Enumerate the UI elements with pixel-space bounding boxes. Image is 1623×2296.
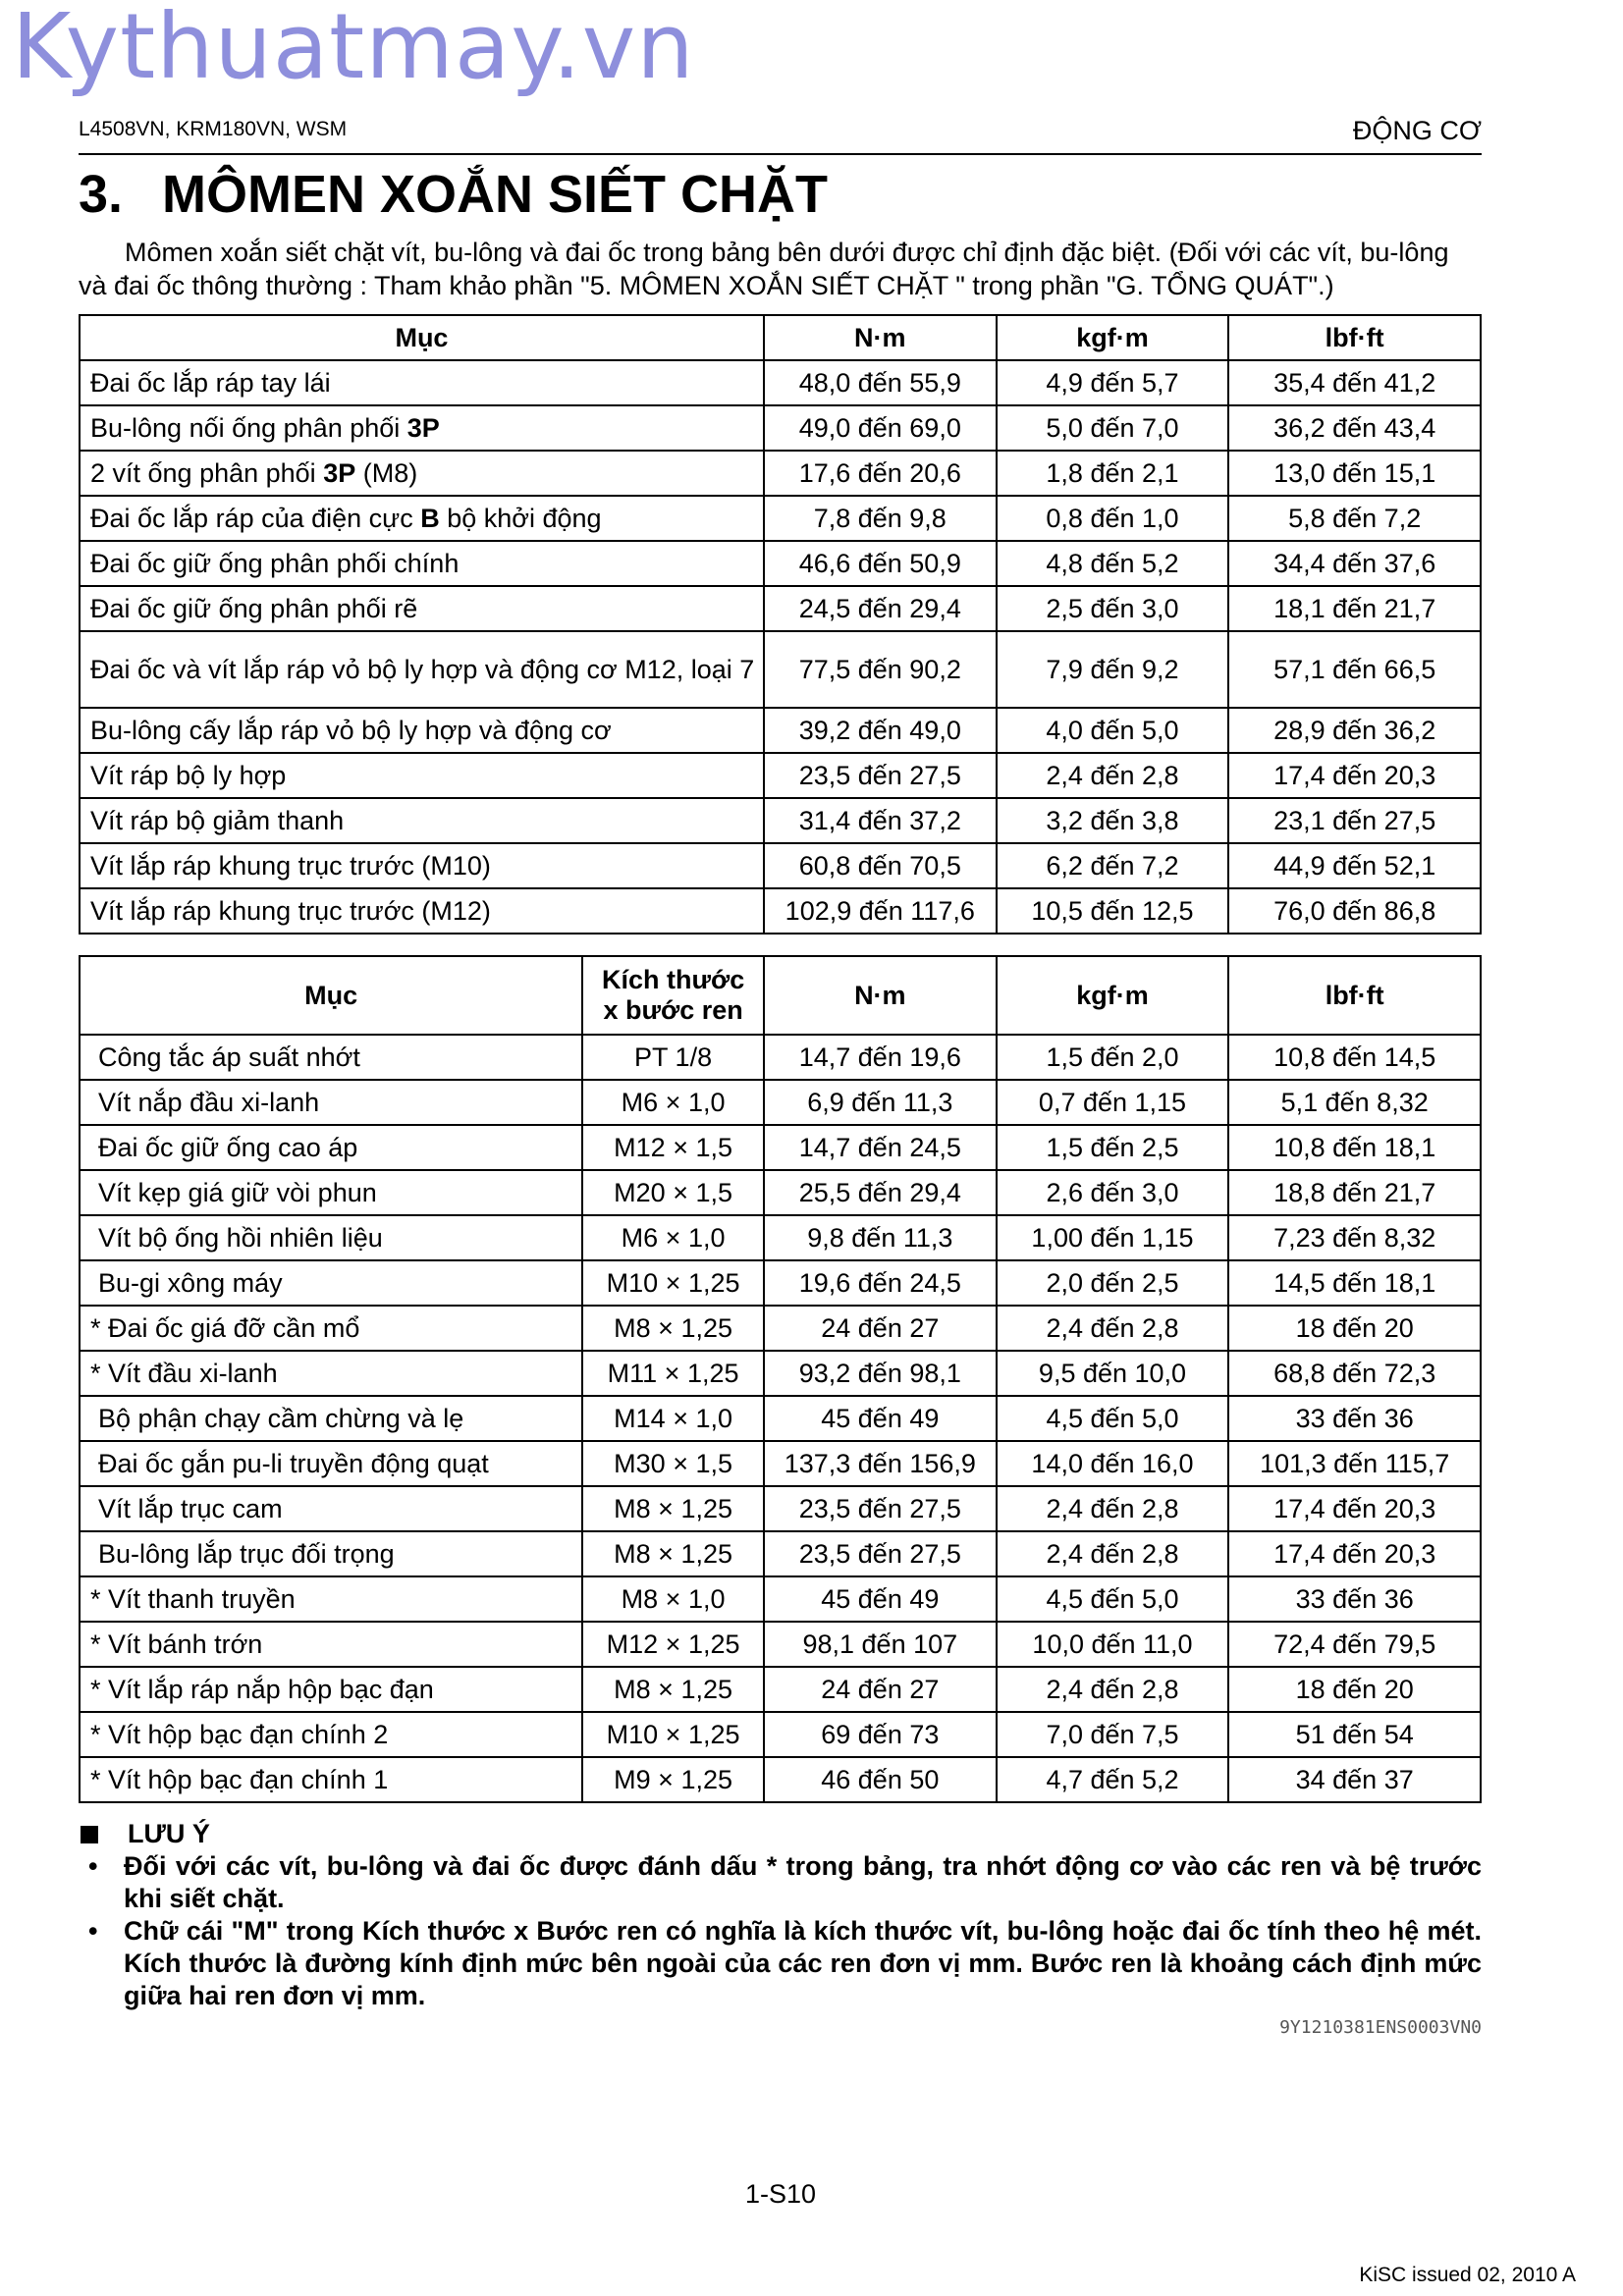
kgfm-cell: 1,00 đến 1,15 — [997, 1215, 1229, 1260]
size-cell: M12 × 1,25 — [582, 1622, 764, 1667]
column-header-kgfm: kgf·m — [997, 956, 1229, 1035]
nm-cell: 46 đến 50 — [764, 1757, 997, 1802]
size-cell: M11 × 1,25 — [582, 1351, 764, 1396]
item-cell: * Vít lắp ráp nắp hộp bạc đạn — [80, 1667, 582, 1712]
item-cell — [80, 753, 764, 798]
kgfm-cell: 3,2 đến 3,8 — [997, 798, 1229, 843]
nm-cell: 17,6 đến 20,6 — [764, 451, 997, 496]
kgfm-cell: 9,5 đến 10,0 — [997, 1351, 1229, 1396]
note-title: LƯU Ý — [128, 1819, 210, 1848]
lbfft-cell: 17,4 đến 20,3 — [1228, 1531, 1481, 1576]
torque-table-engine — [79, 955, 1482, 1803]
item-cell: * Đai ốc giá đỡ cần mổ — [80, 1306, 582, 1351]
note-item — [79, 1850, 1482, 1915]
nm-cell: 137,3 đến 156,9 — [764, 1441, 997, 1486]
table-row — [80, 708, 1481, 753]
item-text: Đai ốc và vít lắp ráp vỏ bộ ly hợp và động cơ M12, loại 7 — [90, 654, 755, 684]
kgfm-cell: 4,8 đến 5,2 — [997, 541, 1229, 586]
item-bold-text: 3P — [406, 412, 440, 443]
lbfft-cell: 18 đến 20 — [1228, 1667, 1481, 1712]
lbfft-cell: 28,9 đến 36,2 — [1228, 708, 1481, 753]
column-header-nm: N·m — [764, 956, 997, 1035]
lbfft-cell: 33 đến 36 — [1228, 1396, 1481, 1441]
size-cell: M8 × 1,25 — [582, 1531, 764, 1576]
nm-cell: 25,5 đến 29,4 — [764, 1170, 997, 1215]
note-heading — [79, 1818, 1482, 1850]
nm-cell: 23,5 đến 27,5 — [764, 1486, 997, 1531]
page-number: 1-S10 — [744, 2179, 817, 2209]
header-chapter: ĐỘNG CƠ — [1352, 116, 1482, 145]
nm-cell: 60,8 đến 70,5 — [764, 843, 997, 888]
table-row — [80, 586, 1481, 631]
item-cell: * Vít đầu xi-lanh — [80, 1351, 582, 1396]
lbfft-cell: 7,23 đến 8,32 — [1228, 1215, 1481, 1260]
lbfft-cell: 34 đến 37 — [1228, 1757, 1481, 1802]
kgfm-cell: 10,0 đến 11,0 — [997, 1622, 1229, 1667]
kgfm-cell: 0,7 đến 1,15 — [997, 1080, 1229, 1125]
section-title-text: MÔMEN XOẮN SIẾT CHẶT — [162, 165, 829, 224]
lbfft-cell: 36,2 đến 43,4 — [1228, 405, 1481, 451]
table-row — [80, 753, 1481, 798]
kgfm-cell: 2,4 đến 2,8 — [997, 753, 1229, 798]
item-text: Đai ốc giữ ống phân phối rẽ — [90, 593, 418, 623]
size-cell: M14 × 1,0 — [582, 1396, 764, 1441]
nm-cell: 19,6 đến 24,5 — [764, 1260, 997, 1306]
item-cell: Vít kẹp giá giữ vòi phun — [80, 1170, 582, 1215]
size-header-line1: Kích thước — [601, 965, 745, 994]
item-cell: Vít bộ ống hồi nhiên liệu — [80, 1215, 582, 1260]
kgfm-cell: 1,8 đến 2,1 — [997, 451, 1229, 496]
kgfm-cell: 2,5 đến 3,0 — [997, 586, 1229, 631]
table-row — [80, 1441, 1481, 1486]
item-cell — [80, 360, 764, 405]
lbfft-cell: 33 đến 36 — [1228, 1576, 1481, 1622]
item-text: Vít ráp bộ ly hợp — [90, 760, 287, 790]
size-cell: M6 × 1,0 — [582, 1215, 764, 1260]
item-cell: Công tắc áp suất nhớt — [80, 1035, 582, 1080]
lbfft-cell: 72,4 đến 79,5 — [1228, 1622, 1481, 1667]
table-row — [80, 1170, 1481, 1215]
column-header-lbfft: lbf·ft — [1228, 315, 1481, 360]
table-row — [80, 451, 1481, 496]
table-row — [80, 496, 1481, 541]
kgfm-cell: 6,2 đến 7,2 — [997, 843, 1229, 888]
nm-cell: 48,0 đến 55,9 — [764, 360, 997, 405]
lbfft-cell: 68,8 đến 72,3 — [1228, 1351, 1481, 1396]
section-number: 3. — [79, 165, 124, 224]
table-row — [80, 888, 1481, 934]
torque-table-special — [79, 314, 1482, 934]
table-row — [80, 631, 1481, 708]
note-item — [79, 1915, 1482, 2012]
lbfft-cell: 35,4 đến 41,2 — [1228, 360, 1481, 405]
table-header-row — [80, 956, 1481, 1035]
kgfm-cell: 2,4 đến 2,8 — [997, 1667, 1229, 1712]
table-row — [80, 1260, 1481, 1306]
table-row — [80, 843, 1481, 888]
item-text: Đai ốc giữ ống phân phối chính — [90, 548, 460, 578]
item-cell — [80, 586, 764, 631]
item-cell: * Vít hộp bạc đạn chính 2 — [80, 1712, 582, 1757]
size-cell: M8 × 1,25 — [582, 1306, 764, 1351]
table-row — [80, 1667, 1481, 1712]
kgfm-cell: 5,0 đến 7,0 — [997, 405, 1229, 451]
nm-cell: 49,0 đến 69,0 — [764, 405, 997, 451]
kgfm-cell: 2,4 đến 2,8 — [997, 1306, 1229, 1351]
kgfm-cell: 7,9 đến 9,2 — [997, 631, 1229, 708]
lbfft-cell: 18,1 đến 21,7 — [1228, 586, 1481, 631]
lbfft-cell: 17,4 đến 20,3 — [1228, 753, 1481, 798]
size-cell: M10 × 1,25 — [582, 1260, 764, 1306]
kgfm-cell: 0,8 đến 1,0 — [997, 496, 1229, 541]
table-row — [80, 1712, 1481, 1757]
nm-cell: 14,7 đến 24,5 — [764, 1125, 997, 1170]
item-cell: Vít lắp trục cam — [80, 1486, 582, 1531]
nm-cell: 98,1 đến 107 — [764, 1622, 997, 1667]
item-cell: Bộ phận chạy cầm chừng và lẹ — [80, 1396, 582, 1441]
lbfft-cell: 13,0 đến 15,1 — [1228, 451, 1481, 496]
item-text: 2 vít ống phân phối — [90, 457, 324, 488]
item-cell — [80, 451, 764, 496]
size-cell: M6 × 1,0 — [582, 1080, 764, 1125]
footer-issue: KiSC issued 02, 2010 A — [1359, 2264, 1576, 2286]
kgfm-cell: 2,4 đến 2,8 — [997, 1486, 1229, 1531]
lbfft-cell: 76,0 đến 86,8 — [1228, 888, 1481, 934]
item-cell: Bu-lông lắp trục đối trọng — [80, 1531, 582, 1576]
item-text: Vít lắp ráp khung trục trước (M10) — [90, 850, 491, 881]
item-cell: * Vít hộp bạc đạn chính 1 — [80, 1757, 582, 1802]
lbfft-cell: 10,8 đến 14,5 — [1228, 1035, 1481, 1080]
item-text: Vít lắp ráp khung trục trước (M12) — [90, 895, 491, 926]
item-text: Bu-lông nối ống phân phối — [90, 412, 407, 443]
nm-cell: 9,8 đến 11,3 — [764, 1215, 997, 1260]
table-row — [80, 798, 1481, 843]
item-cell: Vít nắp đầu xi-lanh — [80, 1080, 582, 1125]
nm-cell: 31,4 đến 37,2 — [764, 798, 997, 843]
nm-cell: 39,2 đến 49,0 — [764, 708, 997, 753]
kgfm-cell: 1,5 đến 2,5 — [997, 1125, 1229, 1170]
table-row — [80, 1125, 1481, 1170]
size-cell: M8 × 1,25 — [582, 1667, 764, 1712]
item-cell: Đai ốc giữ ống cao áp — [80, 1125, 582, 1170]
size-cell: M30 × 1,5 — [582, 1441, 764, 1486]
kgfm-cell: 14,0 đến 16,0 — [997, 1441, 1229, 1486]
lbfft-cell: 57,1 đến 66,5 — [1228, 631, 1481, 708]
size-cell: M10 × 1,25 — [582, 1712, 764, 1757]
item-text: Bu-lông cấy lắp ráp vỏ bộ ly hợp và động cơ — [90, 715, 612, 745]
item-text-suffix: bộ khởi động — [439, 503, 602, 533]
bullet-icon: • — [88, 1851, 98, 1881]
nm-cell: 93,2 đến 98,1 — [764, 1351, 997, 1396]
lbfft-cell: 10,8 đến 18,1 — [1228, 1125, 1481, 1170]
item-cell — [80, 798, 764, 843]
nm-cell: 24 đến 27 — [764, 1667, 997, 1712]
item-text: Đai ốc lắp ráp của điện cực — [90, 503, 421, 533]
item-cell: Đai ốc gắn pu-li truyền động quạt — [80, 1441, 582, 1486]
kgfm-cell: 7,0 đến 7,5 — [997, 1712, 1229, 1757]
header-model-list: L4508VN, KRM180VN, WSM — [79, 118, 348, 140]
table-row — [80, 1351, 1481, 1396]
intro-text: Mômen xoắn siết chặt vít, bu-lông và đai ốc trong bảng bên dưới được chỉ định đặc biệt. (Đối với các vít, bu-lông và đai ốc thông thường : Tham khảo phần "5. MÔMEN XOẮN SIẾT CHẶT " trong phần "G. TỔNG QUÁT".) — [79, 238, 1449, 300]
lbfft-cell: 17,4 đến 20,3 — [1228, 1486, 1481, 1531]
nm-cell: 14,7 đến 19,6 — [764, 1035, 997, 1080]
table-row — [80, 405, 1481, 451]
column-header-item: Mục — [80, 956, 582, 1035]
note-item-text: Chữ cái "M" trong Kích thước x Bước ren có nghĩa là kích thước vít, bu-lông hoặc đai ốc tính theo hệ mét. Kích thước là đường kính định mức bên ngoài của các ren đơn vị mm. Bước ren là khoảng cách định mức giữa hai ren đơn vị mm. — [124, 1916, 1482, 2010]
intro-paragraph — [79, 236, 1482, 302]
nm-cell: 45 đến 49 — [764, 1396, 997, 1441]
nm-cell: 24 đến 27 — [764, 1306, 997, 1351]
table-row — [80, 1396, 1481, 1441]
square-bullet-icon — [81, 1826, 98, 1843]
item-text: Vít ráp bộ giảm thanh — [90, 805, 345, 835]
item-bold-text: B — [420, 503, 440, 533]
nm-cell: 69 đến 73 — [764, 1712, 997, 1757]
section-title — [79, 163, 828, 227]
column-header-nm: N·m — [764, 315, 997, 360]
column-header-size-pitch — [582, 956, 764, 1035]
table-row — [80, 1622, 1481, 1667]
item-cell — [80, 888, 764, 934]
column-header-item: Mục — [80, 315, 764, 360]
item-cell — [80, 631, 764, 708]
lbfft-cell: 34,4 đến 37,6 — [1228, 541, 1481, 586]
bullet-icon: • — [88, 1916, 98, 1946]
table-row — [80, 1080, 1481, 1125]
kgfm-cell: 4,7 đến 5,2 — [997, 1757, 1229, 1802]
table-row — [80, 1035, 1481, 1080]
size-cell: PT 1/8 — [582, 1035, 764, 1080]
document-code: 9Y1210381ENS0003VN0 — [1279, 2017, 1482, 2038]
lbfft-cell: 44,9 đến 52,1 — [1228, 843, 1481, 888]
table-row — [80, 1757, 1481, 1802]
kgfm-cell: 2,4 đến 2,8 — [997, 1531, 1229, 1576]
table-row — [80, 1531, 1481, 1576]
column-header-lbfft: lbf·ft — [1228, 956, 1481, 1035]
size-header-line2: x bước ren — [603, 995, 743, 1025]
table-row — [80, 1306, 1481, 1351]
table-row — [80, 1486, 1481, 1531]
lbfft-cell: 14,5 đến 18,1 — [1228, 1260, 1481, 1306]
size-cell: M9 × 1,25 — [582, 1757, 764, 1802]
kgfm-cell: 2,6 đến 3,0 — [997, 1170, 1229, 1215]
item-text-suffix: (M8) — [355, 457, 418, 488]
item-cell — [80, 843, 764, 888]
nm-cell: 102,9 đến 117,6 — [764, 888, 997, 934]
lbfft-cell: 101,3 đến 115,7 — [1228, 1441, 1481, 1486]
table-row — [80, 1215, 1481, 1260]
lbfft-cell: 23,1 đến 27,5 — [1228, 798, 1481, 843]
item-text: Đai ốc lắp ráp tay lái — [90, 367, 331, 398]
kgfm-cell: 4,9 đến 5,7 — [997, 360, 1229, 405]
item-bold-text: 3P — [323, 457, 356, 488]
item-cell: * Vít thanh truyền — [80, 1576, 582, 1622]
kgfm-cell: 1,5 đến 2,0 — [997, 1035, 1229, 1080]
lbfft-cell: 18 đến 20 — [1228, 1306, 1481, 1351]
column-header-kgfm: kgf·m — [997, 315, 1229, 360]
note-block — [79, 1818, 1482, 2012]
size-cell: M8 × 1,25 — [582, 1486, 764, 1531]
nm-cell: 23,5 đến 27,5 — [764, 753, 997, 798]
size-cell: M20 × 1,5 — [582, 1170, 764, 1215]
nm-cell: 23,5 đến 27,5 — [764, 1531, 997, 1576]
header-divider — [79, 153, 1482, 155]
nm-cell: 7,8 đến 9,8 — [764, 496, 997, 541]
kgfm-cell: 4,5 đến 5,0 — [997, 1396, 1229, 1441]
lbfft-cell: 18,8 đến 21,7 — [1228, 1170, 1481, 1215]
table-row — [80, 1576, 1481, 1622]
kgfm-cell: 2,0 đến 2,5 — [997, 1260, 1229, 1306]
kgfm-cell: 10,5 đến 12,5 — [997, 888, 1229, 934]
item-cell — [80, 708, 764, 753]
item-cell: Bu-gi xông máy — [80, 1260, 582, 1306]
item-cell — [80, 405, 764, 451]
nm-cell: 24,5 đến 29,4 — [764, 586, 997, 631]
item-cell: * Vít bánh trớn — [80, 1622, 582, 1667]
lbfft-cell: 51 đến 54 — [1228, 1712, 1481, 1757]
note-item-text: Đối với các vít, bu-lông và đai ốc được đánh dấu * trong bảng, tra nhớt động cơ vào các ren và bệ trước khi siết chặt. — [124, 1851, 1482, 1913]
size-cell: M8 × 1,0 — [582, 1576, 764, 1622]
kgfm-cell: 4,5 đến 5,0 — [997, 1576, 1229, 1622]
nm-cell: 77,5 đến 90,2 — [764, 631, 997, 708]
table-row — [80, 541, 1481, 586]
nm-cell: 46,6 đến 50,9 — [764, 541, 997, 586]
size-cell: M12 × 1,5 — [582, 1125, 764, 1170]
nm-cell: 45 đến 49 — [764, 1576, 997, 1622]
item-cell — [80, 541, 764, 586]
nm-cell: 6,9 đến 11,3 — [764, 1080, 997, 1125]
lbfft-cell: 5,1 đến 8,32 — [1228, 1080, 1481, 1125]
table-row — [80, 360, 1481, 405]
watermark-logo: Kythuatmay.vn — [12, 0, 695, 99]
item-cell — [80, 496, 764, 541]
kgfm-cell: 4,0 đến 5,0 — [997, 708, 1229, 753]
table-header-row — [80, 315, 1481, 360]
lbfft-cell: 5,8 đến 7,2 — [1228, 496, 1481, 541]
